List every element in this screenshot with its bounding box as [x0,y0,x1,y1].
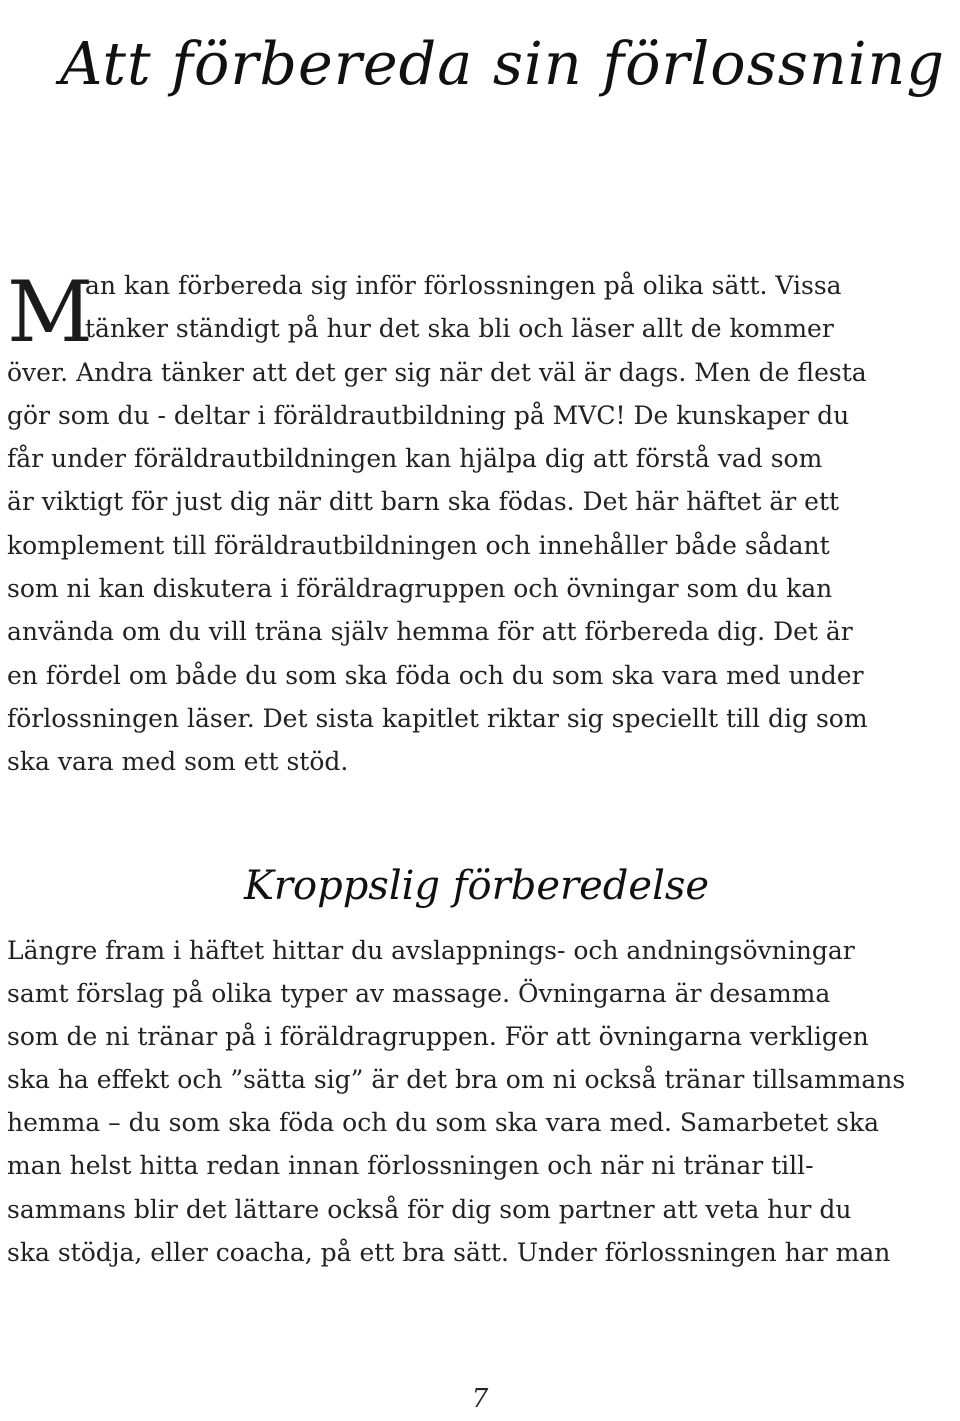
section-heading: Kroppslig förberedelse [244,863,710,909]
text-line: gör som du - deltar i föräldrautbildning på MVC! De kunskaper du [7,400,850,430]
text-line: man helst hitta redan innan förlossningen och när ni tränar till- [7,1151,814,1181]
text-line: som ni kan diskutera i föräldragruppen och övningar som du kan [7,574,833,604]
text-line: an kan förbereda sig inför förlossningen på olika sätt. Vissa [85,271,842,300]
text-line: får under föräldrautbildningen kan hjälpa dig att förstå vad som [7,444,823,474]
text-line: över. Andra tänker att det ger sig när det väl är dags. Men de flesta [7,357,867,387]
text-line: hemma – du som ska föda och du som ska vara med. Samarbetet ska [7,1108,880,1138]
drop-cap: M [7,263,94,361]
text-line: Längre fram i häftet hittar du avslappnings- och andningsövningar [7,936,855,965]
page-title: Att förbereda sin förlossning [60,29,945,98]
intro-paragraph [7,264,953,784]
text-line: komplement till föräldrautbildningen och innehåller både sådant [7,530,830,560]
section-paragraph [7,929,953,1274]
text-line: som de ni tränar på i föräldragruppen. För att övningarna verkligen [7,1022,869,1052]
text-line: använda om du vill träna själv hemma för att förbereda dig. Det är [7,617,853,647]
text-line: ska vara med som ett stöd. [7,747,349,777]
text-line: en fördel om både du som ska föda och du som ska vara med under [7,660,864,690]
text-line: förlossningen läser. Det sista kapitlet riktar sig speciellt till dig som [7,703,868,733]
text-line: tänker ständigt på hur det ska bli och läser allt de kommer [85,314,834,344]
text-line: sammans blir det lättare också för dig som partner att veta hur du [7,1194,852,1224]
text-line: ska stödja, eller coacha, på ett bra sätt. Under förlossningen har man [7,1237,891,1267]
text-line: ska ha effekt och ”sätta sig” är det bra om ni också tränar tillsammans [7,1065,906,1095]
text-line: samt förslag på olika typer av massage. Övningarna är desamma [7,979,831,1009]
text-line: är viktigt för just dig när ditt barn ska födas. Det här häftet är ett [7,487,840,517]
page-number: 7 [471,1384,489,1414]
